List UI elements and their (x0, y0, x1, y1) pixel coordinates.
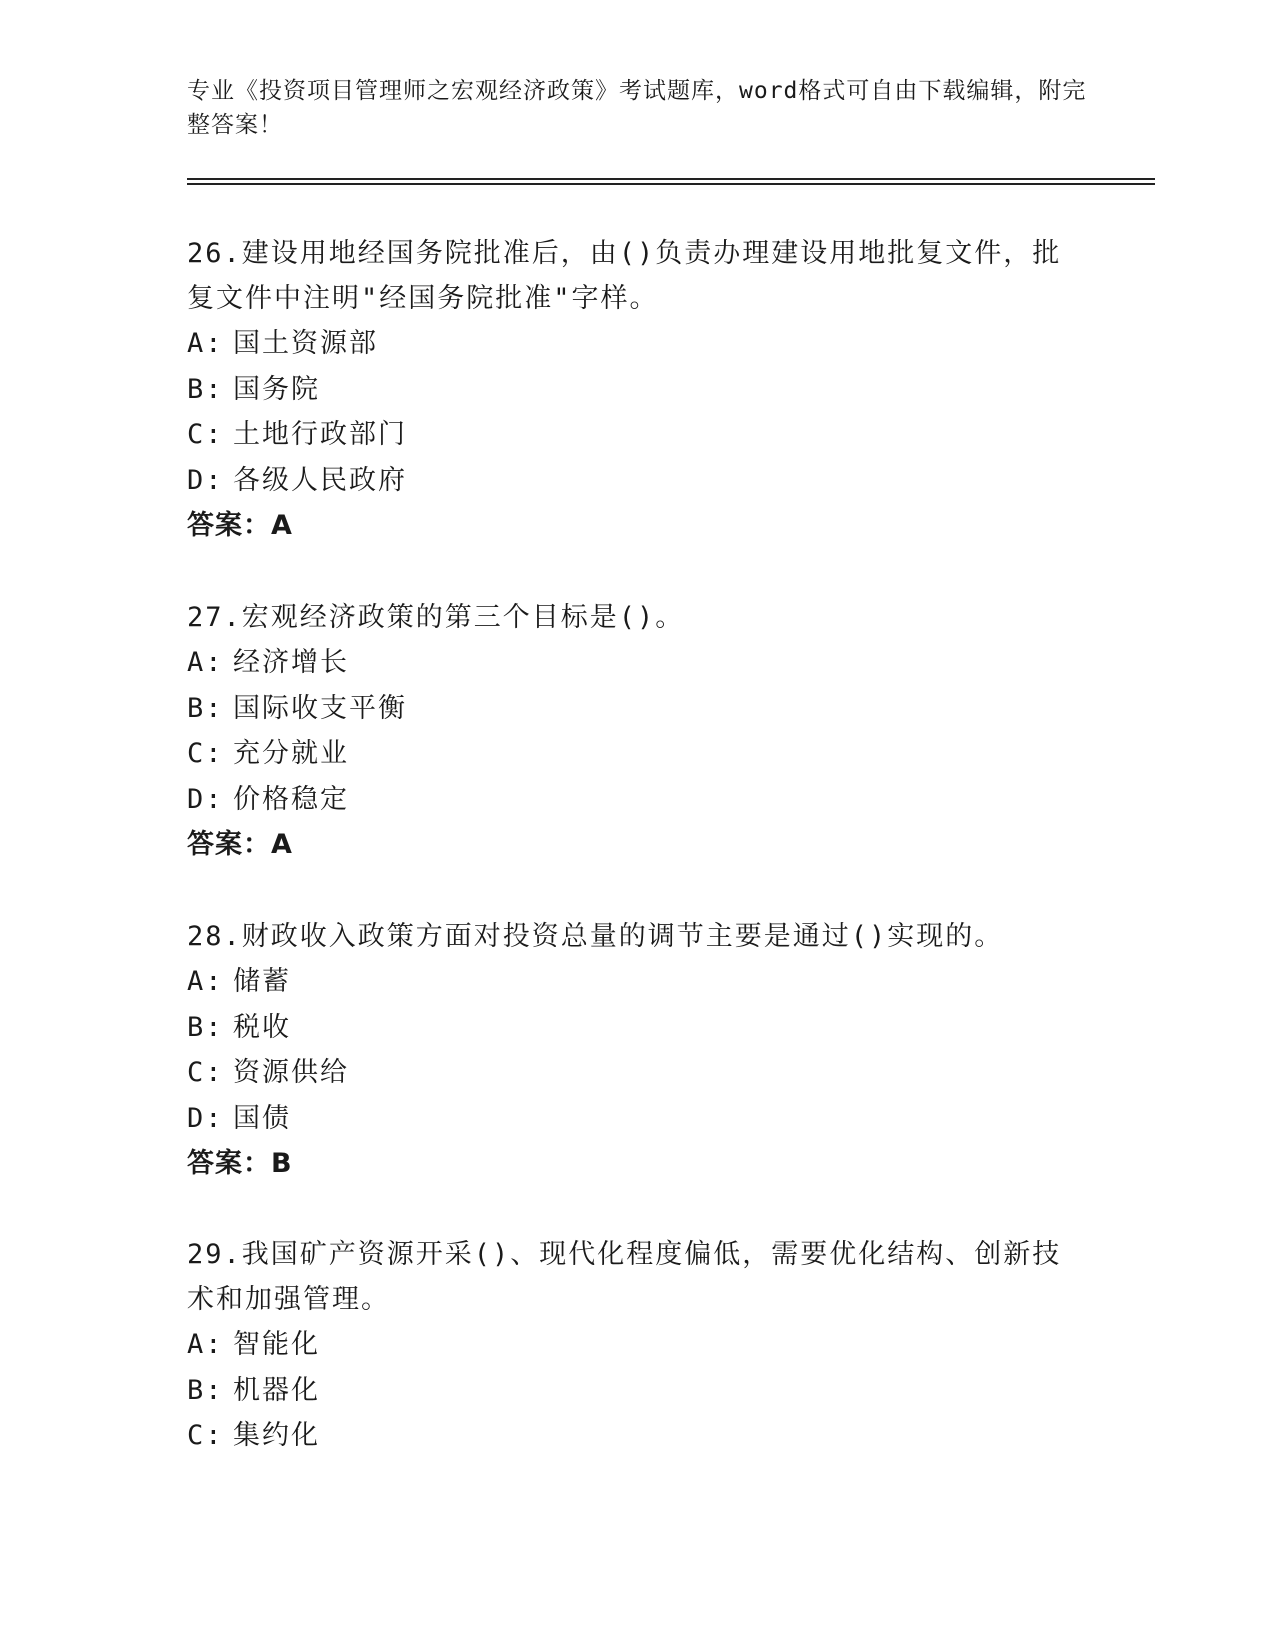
answer-line: 答案：A (187, 510, 293, 541)
question-text: 27.宏观经济政策的第三个目标是()。 (187, 602, 685, 633)
option-b (187, 367, 1087, 413)
option-letter: A: (187, 966, 224, 997)
option-c (187, 1050, 1087, 1096)
option-b (187, 686, 1087, 732)
question-29 (187, 1232, 1087, 1459)
option-text: 资源供给 (233, 1057, 349, 1088)
option-c (187, 731, 1087, 777)
question-26 (187, 231, 1087, 549)
option-a (187, 1322, 1087, 1368)
option-text: 各级人民政府 (233, 464, 407, 496)
header-divider-bottom (187, 183, 1155, 185)
option-letter: B: (187, 1374, 224, 1406)
option-text: 智能化 (233, 1329, 320, 1360)
option-letter: B: (187, 1011, 224, 1043)
option-letter: A: (187, 647, 224, 678)
option-text: 经济增长 (233, 647, 349, 678)
option-letter: A: (187, 328, 224, 359)
question-text: 28.财政收入政策方面对投资总量的调节主要是通过()实现的。 (187, 921, 1004, 952)
answer-line: 答案：B (187, 1148, 293, 1179)
option-text: 国务院 (233, 373, 320, 405)
answer-line: 答案：A (187, 829, 293, 860)
option-letter: C: (187, 1057, 224, 1088)
question-text: 29.我国矿产资源开采()、现代化程度偏低，需要优化结构、创新技术和加强管理。 (187, 1239, 1062, 1315)
option-d (187, 458, 1087, 504)
option-letter: B: (187, 373, 224, 405)
option-a (187, 959, 1087, 1005)
option-d (187, 1096, 1087, 1142)
option-text: 税收 (233, 1011, 291, 1043)
option-text: 集约化 (233, 1420, 320, 1451)
option-text: 国土资源部 (233, 328, 378, 359)
question-27 (187, 595, 1087, 868)
option-letter: D: (187, 1102, 224, 1134)
option-letter: D: (187, 464, 224, 496)
document-header: 专业《投资项目管理师之宏观经济政策》考试题库，word格式可自由下载编辑，附完整答案！ (187, 78, 1087, 138)
option-text: 充分就业 (233, 738, 349, 769)
option-letter: C: (187, 1420, 224, 1451)
option-letter: A: (187, 1329, 224, 1360)
option-c (187, 412, 1087, 458)
question-28 (187, 914, 1087, 1187)
option-text: 国际收支平衡 (233, 692, 407, 724)
option-letter: D: (187, 783, 224, 815)
option-text: 土地行政部门 (233, 419, 407, 450)
option-text: 机器化 (233, 1374, 320, 1406)
option-text: 储蓄 (233, 966, 291, 997)
option-c (187, 1413, 1087, 1459)
header-divider-top (187, 178, 1155, 180)
option-letter: C: (187, 419, 224, 450)
option-b (187, 1368, 1087, 1414)
option-a (187, 321, 1087, 367)
option-letter: B: (187, 692, 224, 724)
option-b (187, 1005, 1087, 1051)
question-text: 26.建设用地经国务院批准后，由()负责办理建设用地批复文件，批复文件中注明"经国务院批准"字样。 (187, 238, 1062, 314)
option-letter: C: (187, 738, 224, 769)
option-a (187, 640, 1087, 686)
option-text: 国债 (233, 1102, 291, 1134)
option-d (187, 777, 1087, 823)
option-text: 价格稳定 (233, 783, 349, 815)
